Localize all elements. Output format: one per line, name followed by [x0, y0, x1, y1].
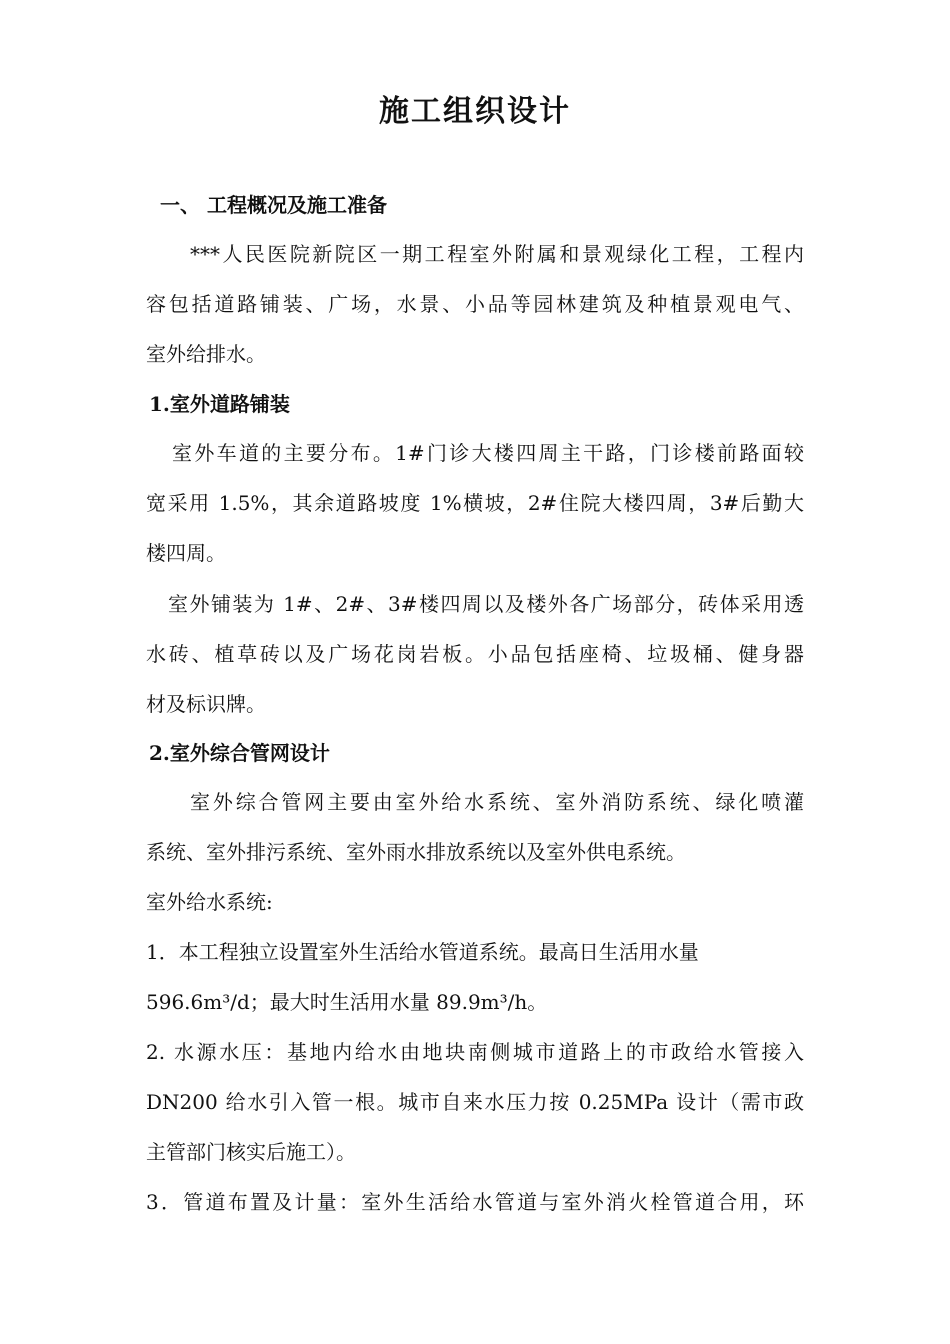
item-3-line-1: 3．管道布置及计量：室外生活给水管道与室外消火栓管道合用，环 [146, 1190, 804, 1214]
pipe-para-line-1: 室外综合管网主要由室外给水系统、室外消防系统、绿化喷灌 [190, 790, 804, 814]
subsection-heading-pipe-network: 2.室外综合管网设计 [149, 741, 330, 765]
item-1-line-1: 1．本工程独立设置室外生活给水管道系统。最高日生活用水量 [146, 940, 699, 964]
road-para-line-2: 宽采用 1.5%，其余道路坡度 1%横坡，2#住院大楼四周，3#后勤大 [146, 491, 804, 515]
pipe-para-line-2: 系统、室外排污系统、室外雨水排放系统以及室外供电系统。 [146, 840, 686, 864]
section-heading-overview: 一、 工程概况及施工准备 [160, 193, 387, 217]
item-2-line-2: DN200 给水引入管一根。城市自来水压力按 0.25MPa 设计（需市政 [146, 1090, 804, 1114]
paving-para-line-2: 水砖、植草砖以及广场花岗岩板。小品包括座椅、垃圾桶、健身器 [146, 642, 804, 666]
water-system-label: 室外给水系统: [146, 890, 273, 914]
item-2-line-1: 2. 水源水压：基地内给水由地块南侧城市道路上的市政给水管接入 [146, 1040, 804, 1064]
road-para-line-1: 室外车道的主要分布。1#门诊大楼四周主干路，门诊楼前路面较 [172, 441, 804, 465]
item-1-line-2: 596.6m³/d；最大时生活用水量 89.9m³/h。 [146, 990, 548, 1014]
item-2-line-3: 主管部门核实后施工）。 [146, 1140, 356, 1164]
subsection-heading-road-paving: 1.室外道路铺装 [149, 392, 290, 416]
road-para-line-3: 楼四周。 [146, 541, 226, 565]
intro-line-3: 室外给排水。 [146, 342, 266, 366]
document-title: 施工组织设计 [379, 94, 571, 129]
paving-para-line-1: 室外铺装为 1#、2#、3#楼四周以及楼外各广场部分，砖体采用透 [168, 592, 804, 616]
intro-line-1: ***人民医院新院区一期工程室外附属和景观绿化工程，工程内 [190, 242, 804, 266]
intro-line-2: 容包括道路铺装、广场，水景、小品等园林建筑及种植景观电气、 [146, 292, 804, 316]
paving-para-line-3: 材及标识牌。 [146, 692, 266, 716]
